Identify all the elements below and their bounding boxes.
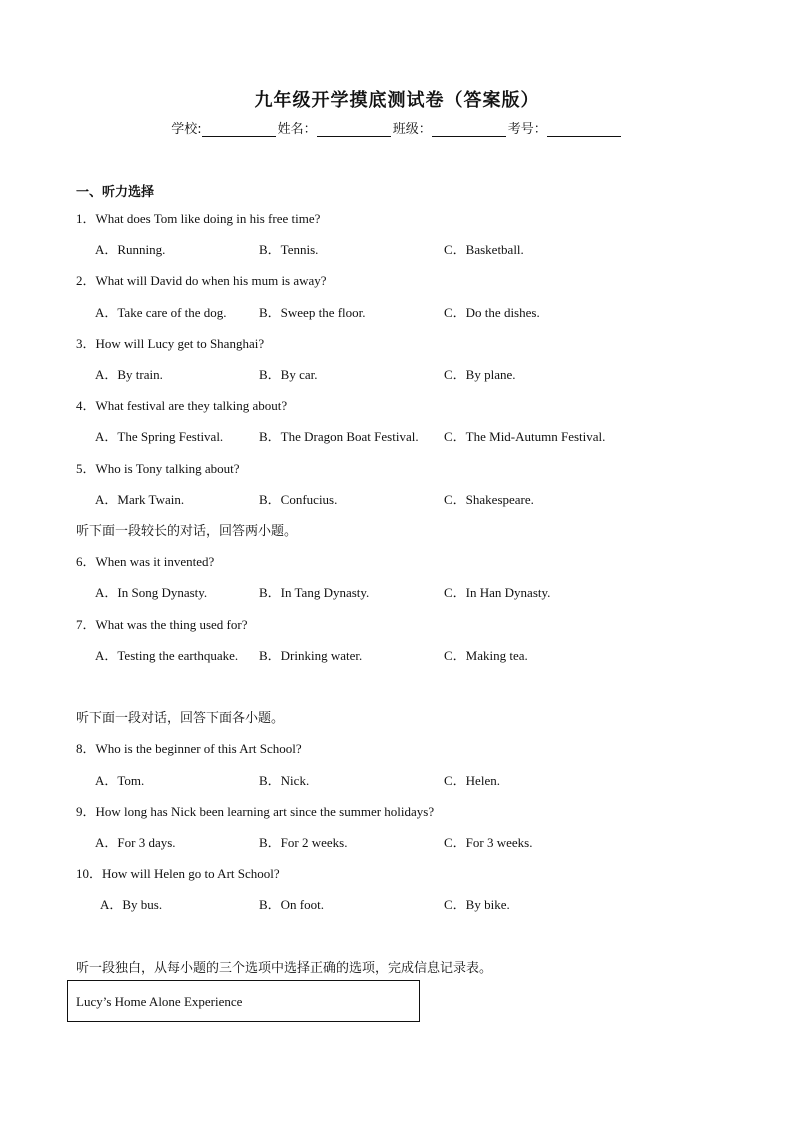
option-a: A．The Spring Festival. [95,429,224,444]
question-stem: 3．How will Lucy get to Shanghai? [76,336,265,351]
class-blank [432,122,506,137]
option-b: B．Confucius. [259,492,338,507]
student-info-line [0,118,794,137]
option-a: A．By bus. [100,897,163,912]
exam-no-label: 考号： [507,122,547,137]
question-stem: 4．What festival are they talking about? [76,398,288,413]
class-label: 班级： [392,122,432,137]
option-a: A．Mark Twain. [95,492,185,507]
table-header-cell: Lucy’s Home Alone Experience [76,994,243,1009]
option-c: C．The Mid-Autumn Festival. [444,429,606,444]
question-stem: 10．How will Helen go to Art School? [76,866,280,881]
option-a: A．Tom. [95,773,145,788]
question-stem: 6．When was it invented? [76,554,215,569]
question-stem: 7．What was the thing used for? [76,617,248,632]
question-stem: 2．What will David do when his mum is away? [76,273,327,288]
option-b: B．Tennis. [259,242,319,257]
school-blank [202,122,276,137]
option-c: C．By plane. [444,367,516,382]
option-b: B．In Tang Dynasty. [259,585,370,600]
option-c: C．For 3 weeks. [444,835,533,850]
option-c: C．Basketball. [444,242,524,257]
name-blank [317,122,391,137]
exam-no-blank [547,122,621,137]
name-label: 姓名： [277,122,317,137]
option-b: B．For 2 weeks. [259,835,348,850]
info-record-table [67,980,420,1022]
option-b: B．The Dragon Boat Festival. [259,429,419,444]
option-c: C．Making tea. [444,648,528,663]
option-b: B．Sweep the floor. [259,305,366,320]
option-c: C．Helen. [444,773,500,788]
instruction-monologue: 听一段独白，从每小题的三个选项中选择正确的选项，完成信息记录表。 [76,961,493,976]
option-a: A．By train. [95,367,163,382]
question-stem: 5．Who is Tony talking about? [76,461,240,476]
option-a: A．Take care of the dog. [95,305,227,320]
question-stem: 9．How long has Nick been learning art since the summer holidays? [76,804,435,819]
instruction-dialogue: 听下面一段对话，回答下面各小题。 [76,711,285,726]
section-title: 一、听力选择 [76,185,155,200]
instruction-long-dialogue: 听下面一段较长的对话，回答两小题。 [76,524,298,539]
option-b: B．Drinking water. [259,648,363,663]
option-c: C．By bike. [444,897,510,912]
option-c: C．Do the dishes. [444,305,540,320]
option-a: A．Testing the earthquake. [95,648,239,663]
option-a: A．Running. [95,242,166,257]
option-c: C．Shakespeare. [444,492,534,507]
page-title: 九年级开学摸底测试卷（答案版） [254,90,540,111]
option-c: C．In Han Dynasty. [444,585,551,600]
option-a: A．For 3 days. [95,835,176,850]
question-stem: 8．Who is the beginner of this Art School? [76,741,302,756]
option-b: B．Nick. [259,773,310,788]
question-stem: 1．What does Tom like doing in his free time? [76,211,321,226]
option-b: B．By car. [259,367,318,382]
option-b: B．On foot. [259,897,325,912]
school-label: 学校: [171,122,202,137]
option-a: A．In Song Dynasty. [95,585,208,600]
